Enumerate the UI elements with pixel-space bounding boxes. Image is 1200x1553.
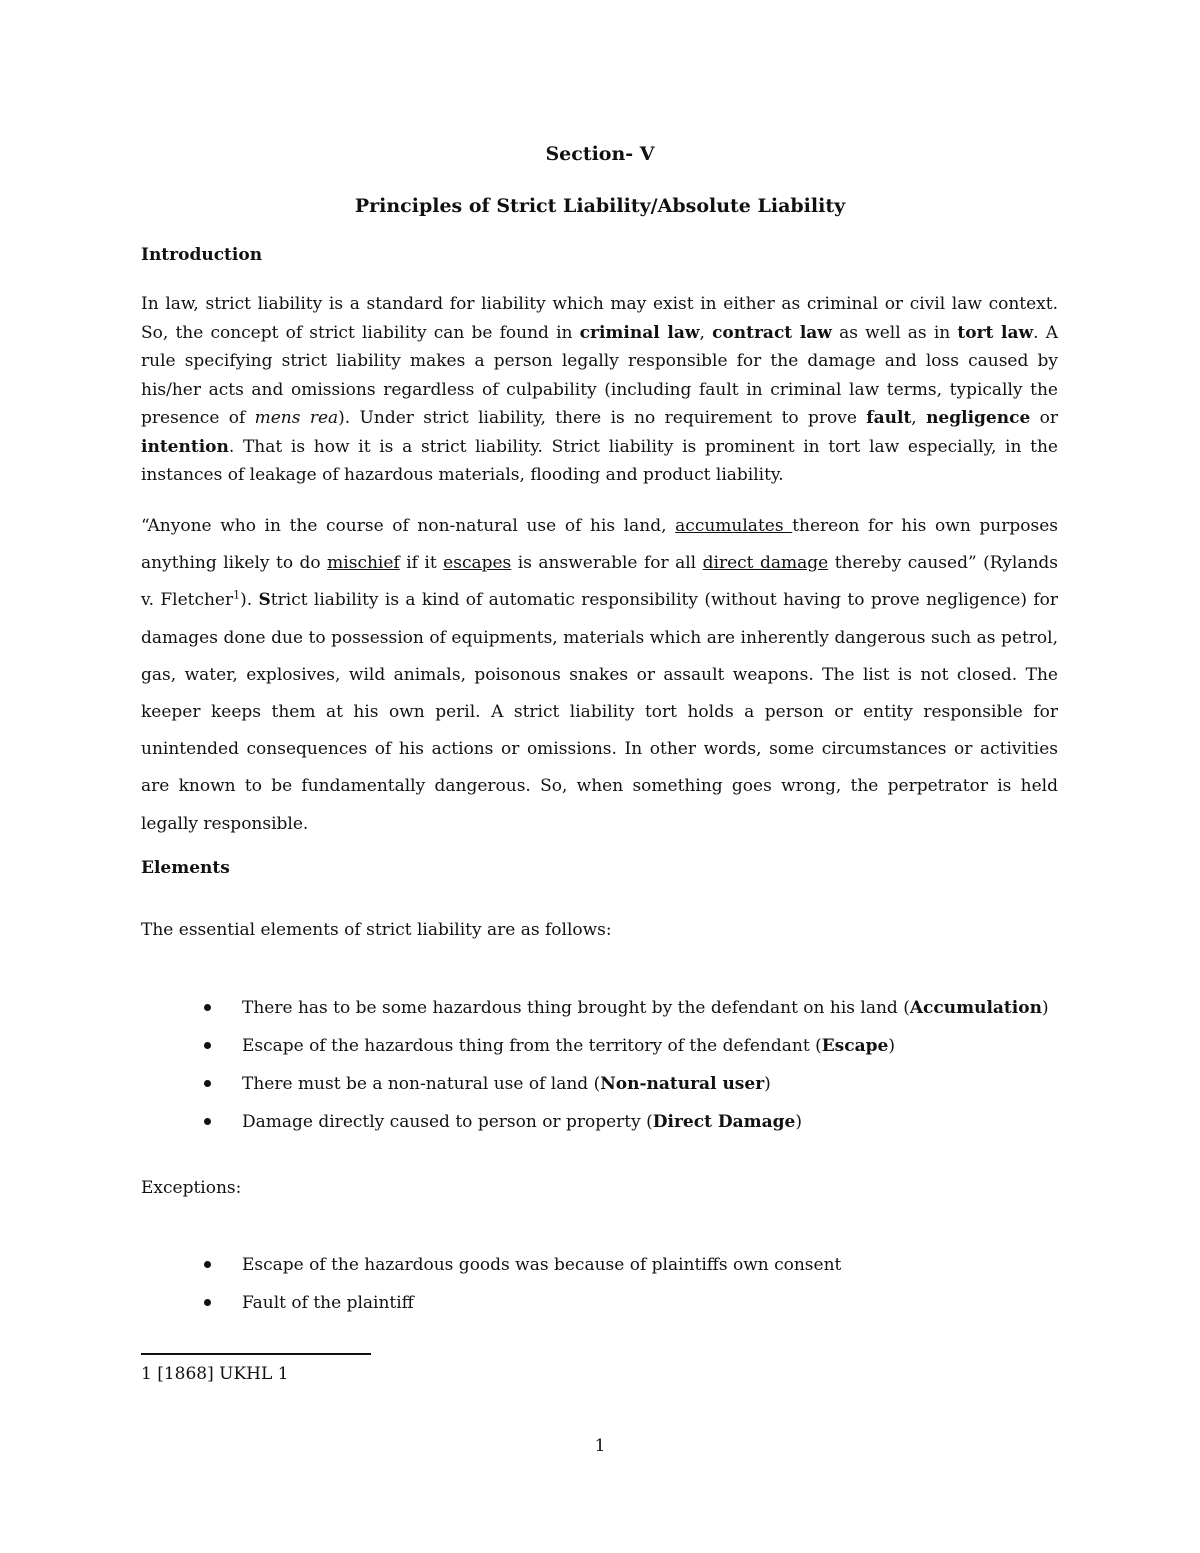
text-run: . A rule specifying strict liability makes a person legally responsible for the damage and loss caused by his/her acts and omissions regardless of culpability (including fault in criminal law terms, typically the presence of [141,322,1059,428]
text-run: ). Under strict liability, there is no requirement to prove [338,408,867,428]
bold-letter: S [258,590,271,611]
text-run: thereon for his own purposes anything likely to do [141,516,1058,574]
document-title: Principles of Strict Liability/Absolute Liability [354,195,846,217]
list-item [200,1033,1049,1071]
list-item-text: ) [764,1074,771,1094]
text-run: In law, strict liability is a standard for liability which may exist in either as criminal or civil law context. So, the concept of strict liability can be found in [141,294,1058,343]
introduction-heading: Introduction [141,245,263,265]
list-item [200,1290,841,1328]
bullet-icon [204,1042,211,1049]
underlined-term: escapes [443,553,512,574]
italic-term: mens rea [254,408,339,428]
text-run: “Anyone who in the course of non-natural use of his land, [141,516,676,536]
bold-term: criminal law [579,322,700,343]
list-item-term: Accumulation [909,998,1042,1018]
underlined-term: mischief [327,553,400,574]
list-item [200,995,1049,1033]
text-run: . That is how it is a strict liability. Strict liability is prominent in tort law especially, in the instances of leakage of hazardous materials, flooding and product liability. [141,436,1058,485]
bold-term: negligence [926,408,1031,428]
bold-term: tort law [957,322,1034,343]
text-run: trict liability is a kind of automatic responsibility (without having to prove negligence) for damages done due to possession of equipments, materials which are inherently dangerous such as petrol, gas, water, explosives, wild animals, poisonous snakes or assault weapons. The list is not closed. The keeper keeps them at his own peril. A strict liability tort holds a person or entity responsible for unintended consequences of his actions or omissions. In other words, some circumstances or activities are known to be fundamentally dangerous. So, when something goes wrong, the perpetrator is held legally responsible. [141,590,1058,834]
bold-term: contract law [712,322,832,343]
list-item-text: Escape of the hazardous thing from the territory of the defendant ( [242,1036,822,1056]
list-item-text: Fault of the plaintiff [242,1293,414,1313]
section-title: Section- V [545,143,655,165]
exceptions-label: Exceptions: [141,1178,242,1198]
list-item-term: Direct Damage [652,1112,796,1132]
rylands-quote-paragraph [141,508,1058,843]
footnote-divider [141,1353,371,1355]
list-item [200,1252,841,1290]
bullet-icon [204,1261,211,1268]
list-item-text: ) [795,1112,802,1132]
footnote-reference[interactable]: 1 [233,588,241,602]
elements-intro: The essential elements of strict liability are as follows: [141,920,612,940]
exceptions-list [200,1252,841,1328]
text-run: , [699,322,713,343]
bullet-icon [204,1004,211,1011]
page-number: 1 [594,1436,606,1456]
list-item-term: Escape [821,1036,889,1056]
list-item-text: ) [1041,998,1049,1018]
bullet-icon [204,1080,211,1087]
bullet-icon [204,1299,211,1306]
bullet-icon [204,1118,211,1125]
list-item-text: There must be a non-natural use of land ( [242,1074,601,1094]
list-item-text: Escape of the hazardous goods was because of plaintiffs own consent [242,1255,842,1275]
text-run: , [911,408,927,428]
elements-list [200,995,1049,1147]
list-item-text: There has to be some hazardous thing brought by the defendant on his land ( [242,998,910,1018]
list-item [200,1071,1049,1109]
footnote: 1 [1868] UKHL 1 [141,1364,289,1384]
list-item-text: Damage directly caused to person or property ( [242,1112,653,1132]
list-item [200,1109,1049,1147]
bold-term: intention [141,436,229,457]
underlined-term: direct damage [702,553,829,574]
introduction-paragraph [141,290,1058,490]
text-run: is answerable for all [511,553,703,574]
text-run: if it [399,553,444,574]
elements-heading: Elements [141,858,230,878]
bold-term: fault [866,408,912,428]
text-run: or [1030,408,1058,428]
text-run: ). [240,590,259,611]
list-item-text: ) [888,1036,895,1056]
underlined-term: accumulates [675,516,793,536]
list-item-term: Non-natural user [600,1074,765,1094]
text-run: thereby caused” (Rylands v. Fletcher [141,553,1059,611]
text-run: as well as in [831,322,958,343]
